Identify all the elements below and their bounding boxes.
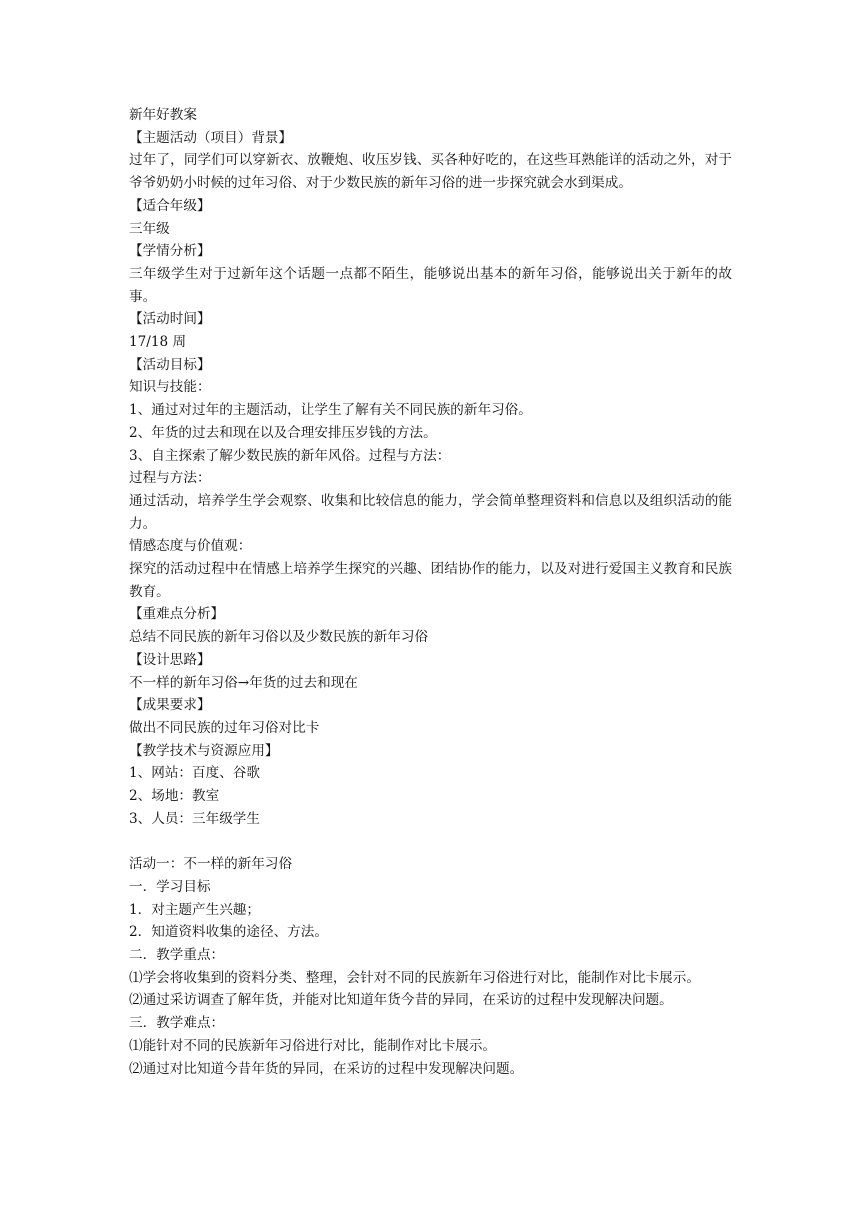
tech-item-3: 3、人员：三年级学生 <box>129 810 260 827</box>
learning-goal-item-1: 1．对主题产生兴趣； <box>129 901 260 918</box>
key-point-item-1: ⑴学会将收集到的资料分类、整理，会针对不同的民族新年习俗进行对比，能制作对比卡展示。 <box>129 969 700 986</box>
section-heading-grade: 【适合年级】 <box>129 197 211 214</box>
hard-point-item-2: ⑵通过对比知道今昔年货的异同，在采访的过程中发现解决问题。 <box>129 1060 524 1077</box>
section-heading-goals: 【活动目标】 <box>129 356 211 373</box>
section-heading-difficulty: 【重难点分析】 <box>129 606 225 623</box>
outcome-text: 做出不同民族的过年习俗对比卡 <box>129 719 320 736</box>
tech-item-2: 2、场地：教室 <box>129 788 220 805</box>
section-heading-design: 【设计思路】 <box>129 651 211 668</box>
design-text: 不一样的新年习俗→年货的过去和现在 <box>129 674 358 691</box>
hard-points-heading: 三．教学难点： <box>129 1015 225 1032</box>
key-points-heading: 二．教学重点： <box>129 947 225 963</box>
tech-item-1: 1、网站：百度、谷歌 <box>129 765 260 782</box>
time-text: 17/18 周 <box>129 334 187 351</box>
grade-text: 三年级 <box>129 220 170 237</box>
analysis-paragraph: 三年级学生对于过新年这个话题一点都不陌生，能够说出基本的新年习俗，能够说出关于新年的故事。 <box>129 265 732 305</box>
section-heading-outcome: 【成果要求】 <box>129 697 211 714</box>
emotion-heading: 情感态度与价值观： <box>129 538 252 555</box>
knowledge-heading: 知识与技能： <box>129 379 211 396</box>
emotion-paragraph: 探究的活动过程中在情感上培养学生探究的兴趣、团结协作的能力，以及对进行爱国主义教育和民族教育。 <box>129 561 732 600</box>
key-point-item-2: ⑵通过采访调查了解年货，并能对比知道年货今昔的异同，在采访的过程中发现解决问题。 <box>129 992 673 1009</box>
section-heading-tech: 【教学技术与资源应用】 <box>129 742 279 759</box>
background-paragraph: 过年了，同学们可以穿新衣、放鞭炮、收压岁钱、买各种好吃的，在这些耳熟能详的活动之外，对于爷爷奶奶小时候的过年习俗、对于少数民族的新年习俗的进一步探究就会水到渠成。 <box>129 152 732 192</box>
difficulty-text: 总结不同民族的新年习俗以及少数民族的新年习俗 <box>129 629 429 646</box>
goal-item-1: 1、通过对过年的主题活动，让学生了解有关不同民族的新年习俗。 <box>129 402 532 419</box>
learning-goal-item-2: 2．知道资料收集的途径、方法。 <box>129 924 328 941</box>
hard-point-item-1: ⑴能针对不同的民族新年习俗进行对比，能制作对比卡展示。 <box>129 1037 497 1054</box>
blank-line <box>129 831 732 854</box>
goal-item-2: 2、年货的过去和现在以及合理安排压岁钱的方法。 <box>129 424 437 441</box>
process-paragraph: 通过活动，培养学生学会观察、收集和比较信息的能力，学会简单整理资料和信息以及组织活动的能力。 <box>129 492 732 532</box>
goal-item-3: 3、自主探索了解少数民族的新年风俗。过程与方法： <box>129 447 451 464</box>
section-heading-background: 【主题活动（项目）背景】 <box>129 129 293 146</box>
learning-goals-heading: 一．学习目标 <box>129 878 211 895</box>
section-heading-time: 【活动时间】 <box>129 311 211 328</box>
document-page <box>129 104 732 1080</box>
activity-title: 活动一：不一样的新年习俗 <box>129 856 293 873</box>
process-heading: 过程与方法： <box>129 470 211 487</box>
section-heading-analysis: 【学情分析】 <box>129 243 211 260</box>
document-title: 新年好教案 <box>129 107 197 123</box>
